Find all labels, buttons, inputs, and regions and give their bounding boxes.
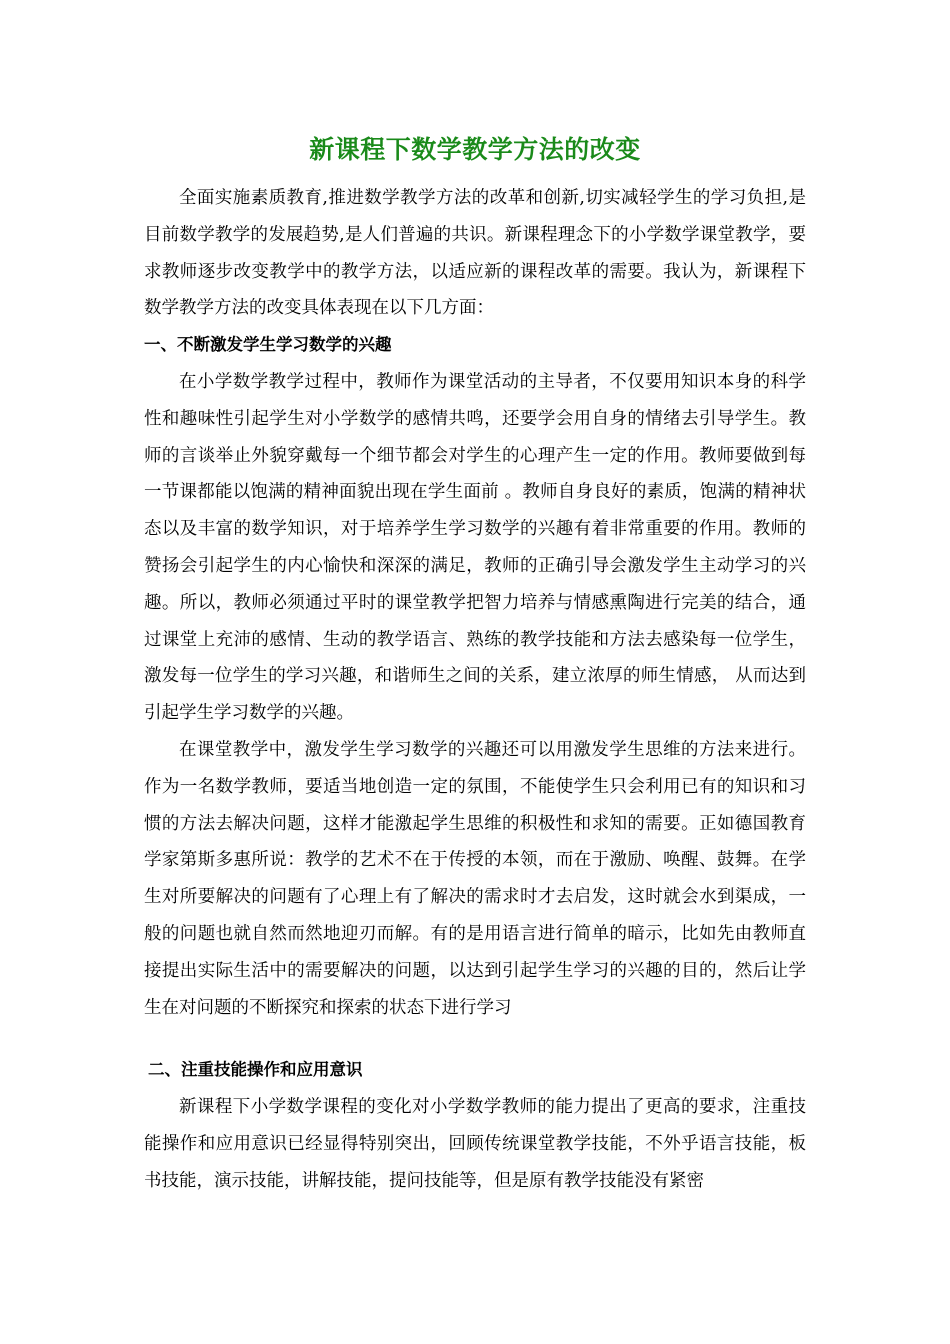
intro-paragraph: 全面实施素质教育,推进数学教学方法的改革和创新,切实减轻学生的学习负担,是目前数学教学的发展趋势,是人们普遍的共识。新课程理念下的小学数学课堂教学，要求教师逐步改变教学中的教学方法，以适应新的课程改革的需要。我认为，新课程下数学教学方法的改变具体表现在以下几方面： <box>144 188 806 319</box>
section1-paragraph-2: 在课堂教学中，激发学生学习数学的兴趣还可以用激发学生思维的方法来进行。作为一名数学教师，要适当地创造一定的氛围，不能使学生只会利用已有的知识和习惯的方法去解决问题，这样才能激起学生思维的积极性和求知的需要。正如德国教育学家第斯多惠所说：教学的艺术不在于传授的本领，而在于激励、唤醒、鼓舞。在学生对所要解决的问题有了心理上有了解决的需求时才去启发，这时就会水到渠成，一般的问题也就自然而然地迎刃而解。有的是用语言进行简单的暗示，比如先由教师直接提出实际生活中的需要解决的问题，以达到引起学生学习的兴趣的目的，然后让学生在对问题的不断探究和探索的状态下进行学习 <box>144 739 806 1018</box>
section1-paragraph-1: 在小学数学教学过程中，教师作为课堂活动的主导者，不仅要用知识本身的科学性和趣味性引起学生对小学数学的感情共鸣，还要学会用自身的情绪去引导学生。教师的言谈举止外貌穿戴每一个细节都会对学生的心理产生一定的作用。教师要做到每一节课都能以饱满的精神面貌出现在学生面前 。教师自身良好的素质，饱满的精神状态以及丰富的数学知识，对于培养学生学习数学的兴趣有着非常重要的作用。教师的赞扬会引起学生的内心愉快和深深的满足，教师的正确引导会激发学生主动学习的兴趣。所以，教师必须通过平时的课堂教学把智力培养与情感熏陶进行完美的结合，通过课堂上充沛的感情、生动的教学语言、熟练的教学技能和方法去感染每一位学生，激发每一位学生的学习兴趣，和谐师生之间的关系，建立浓厚的师生情感， 从而达到引起学生学习数学的兴趣。 <box>144 371 806 724</box>
document-title: 新课程下数学教学方法的改变 <box>309 135 641 164</box>
section2-paragraph-1: 新课程下小学数学课程的变化对小学数学教师的能力提出了更高的要求，注重技能操作和应用意识已经显得特别突出，回顾传统课堂教学技能，不外乎语言技能，板书技能，演示技能，讲解技能，提问技能等，但是原有教学技能没有紧密 <box>144 1097 806 1191</box>
document-body <box>144 180 806 1200</box>
section-heading-1: 一、不断激发学生学习数学的兴趣 <box>144 335 392 355</box>
section-heading-2: 二、注重技能操作和应用意识 <box>148 1060 363 1080</box>
